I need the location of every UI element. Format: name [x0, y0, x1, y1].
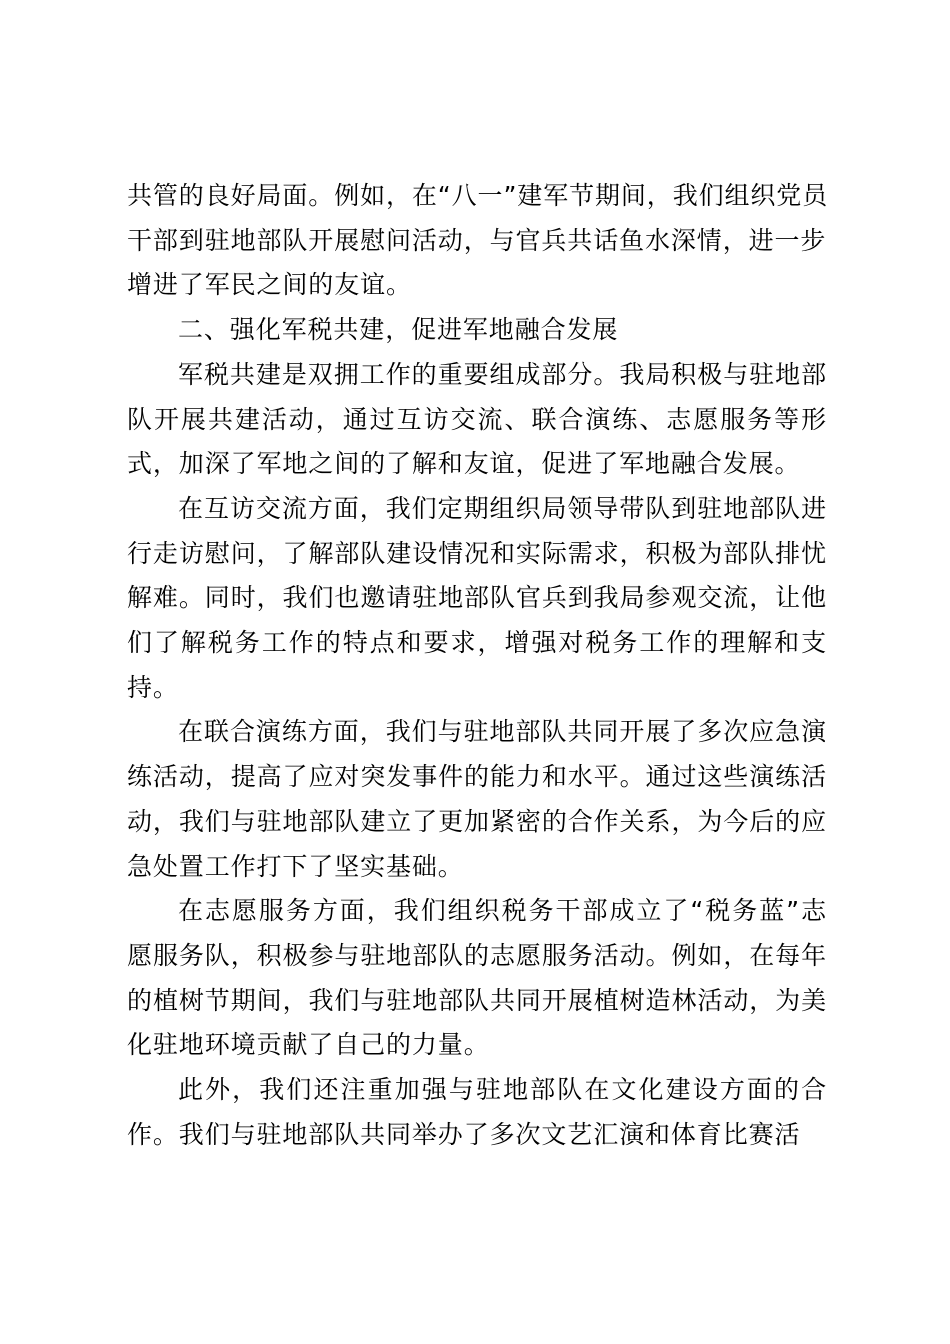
text-line: 干部到驻地部队开展慰问活动，与官兵共话鱼水深情，进一步	[127, 225, 827, 255]
section-heading	[127, 308, 827, 353]
text-line: 驻地环境贡献了自己的力量。	[152, 1030, 490, 1060]
text-line: 在志愿服务方面，我们组织税务干部成立了“税务蓝”志愿	[127, 896, 827, 970]
text-line: 增进了军民之间的友谊。	[127, 270, 412, 300]
text-line: 练活动，提高了应对突发事件的能力和水平。通过这些演练活	[127, 762, 827, 792]
paragraph-joint-drills	[127, 710, 827, 889]
section-heading-text: 二、强化军税共建，促进军地融合发展	[178, 315, 619, 345]
text-line: 解难。同时，我们也邀请驻地部队官兵到我局参观交流，让他	[127, 583, 827, 613]
text-line: 队开展共建活动，通过互访交流、联合演练、志愿服务等形	[127, 404, 827, 434]
text-line: 军税共建是双拥工作的重要组成部分。我局积极与驻地部	[178, 359, 827, 389]
text-line: 持。	[127, 672, 179, 702]
text-line: 式，加深了军地之间的了解和友谊，促进了军地融合发展。	[127, 449, 801, 479]
paragraph-continuation	[127, 174, 827, 308]
paragraph-mutual-visits	[127, 487, 827, 711]
text-line: 急处置工作打下了坚实基础。	[127, 851, 464, 881]
text-line: 在互访交流方面，我们定期组织局领导带队到驻地部队进	[178, 493, 827, 523]
text-line: 行走访慰问，了解部队建设情况和实际需求，积极为部队排忧	[127, 538, 827, 568]
text-line: 植树节期间，我们与驻地部队共同开展植树造林活动，为美化	[127, 985, 828, 1060]
text-line: 作。我们与驻地部队共同举办了多次文艺汇演和体育比赛活	[127, 1119, 801, 1149]
text-line: 此外，我们还注重加强与驻地部队在文化建设方面的合	[178, 1075, 827, 1105]
text-line: 在联合演练方面，我们与驻地部队共同开展了多次应急演	[178, 717, 827, 747]
text-line: 服务队，积极参与驻地部队的志愿服务活动。例如，在每年的	[127, 940, 828, 1015]
text-line: 动，我们与驻地部队建立了更加紧密的合作关系，为今后的应	[127, 806, 827, 836]
paragraph-volunteer-service	[127, 889, 827, 1068]
paragraph-military-tax-co-building	[127, 353, 827, 487]
document-body	[127, 174, 827, 1157]
paragraph-cultural-cooperation	[127, 1068, 827, 1157]
text-line: 共管的良好局面。例如，在“八一”建军节期间，我们组织党员	[127, 181, 829, 210]
text-line: 们了解税务工作的特点和要求，增强对税务工作的理解和支	[127, 628, 827, 658]
